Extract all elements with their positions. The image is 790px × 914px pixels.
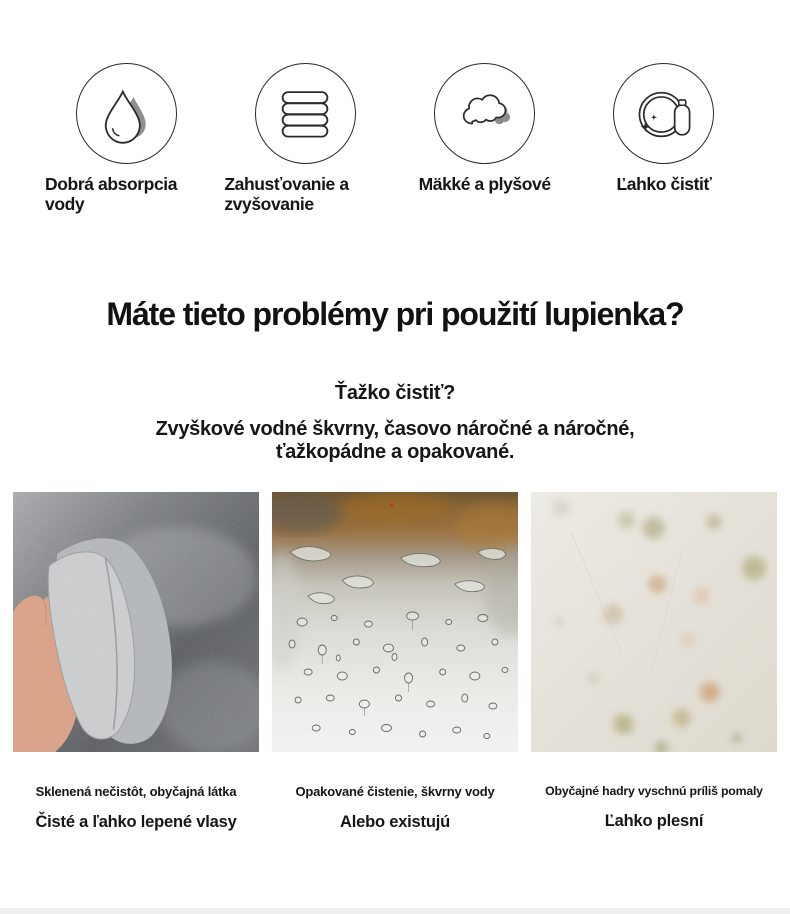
problem-column-mold (531, 492, 777, 832)
feature-label: Ľahko čistiť (616, 174, 712, 194)
feature-circle (76, 63, 177, 164)
feature-circle (255, 63, 356, 164)
moldy-rag-photo (531, 492, 777, 752)
problem-column-water-stains (272, 492, 518, 832)
feature-soft-plush (401, 63, 569, 214)
cloud-icon (453, 82, 517, 146)
feature-circle (434, 63, 535, 164)
sub-description: Zvyškové vodné škvrny, časovo náročné a náročné, ťažkopádne a opakované. (155, 418, 635, 464)
problem-caption-line2: Ľahko plesní (604, 811, 704, 830)
problem-examples-row (0, 465, 790, 832)
feature-icons-row (0, 0, 790, 214)
clean-dish-icon (632, 82, 696, 146)
feature-label: Zahusťovanie a zvyšovanie (224, 174, 349, 214)
feature-circle (613, 63, 714, 164)
feature-easy-clean (580, 63, 748, 214)
hand-wiping-dirty-cloth-photo (13, 492, 259, 752)
feature-water-absorption (42, 63, 210, 214)
feature-thickening (221, 63, 389, 214)
feature-label: Dobrá absorpcia vody (45, 174, 178, 214)
page-title: Máte tieto problémy pri použití lupienka? (106, 296, 684, 333)
sub-question: Ťažko čistiť? (334, 382, 456, 405)
problem-caption-line2: Alebo existujú (340, 812, 450, 831)
problem-caption-line1: Sklenená nečistôt, obyčajná látka (35, 783, 237, 799)
problem-column-dirty-cloth (13, 492, 259, 832)
problem-caption-line2: Čisté a ľahko lepené vlasy (35, 812, 237, 831)
water-drop-icon (94, 82, 158, 146)
water-stains-photo (272, 492, 518, 752)
feature-label: Mäkké a plyšové (418, 174, 551, 194)
problem-caption-line1: Obyčajné hadry vyschnú príliš pomaly (545, 783, 763, 798)
stacked-layers-icon (273, 82, 337, 146)
problem-caption-line1: Opakované čistenie, škvrny vody (295, 783, 495, 799)
bottom-strip (0, 908, 790, 914)
